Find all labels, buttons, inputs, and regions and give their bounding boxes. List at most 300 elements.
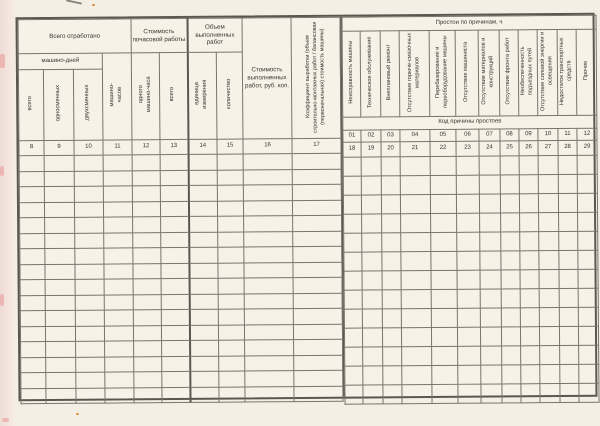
- column-number: 21: [400, 142, 430, 157]
- column-number: 12: [132, 140, 160, 155]
- column-number: 22: [430, 141, 456, 156]
- reason-code: 05: [430, 129, 456, 141]
- body-cell: [219, 371, 245, 387]
- reason-label: Перебазирование и переоборудование машины: [434, 35, 449, 108]
- body-cell: [105, 372, 134, 388]
- body-cell: [294, 339, 343, 355]
- body-cell: [431, 327, 457, 346]
- column-number: 29: [577, 140, 597, 155]
- body-cell: [479, 156, 500, 175]
- body-cell: [105, 341, 134, 357]
- body-cell: [46, 357, 76, 373]
- body-cell: [540, 346, 560, 365]
- downtime-section: [342, 15, 600, 397]
- reason-code: 09: [519, 129, 538, 141]
- body-row: [345, 364, 599, 385]
- body-cell: [218, 247, 244, 263]
- body-cell: [480, 213, 501, 232]
- body-cell: [217, 185, 243, 201]
- body-cell: [502, 384, 521, 403]
- body-cell: [362, 290, 382, 309]
- reason-no-transport: [557, 29, 577, 115]
- body-cell: [189, 278, 218, 294]
- column-number: 9: [44, 140, 74, 155]
- header-hourly-cost: Стоимость почасовой работы: [131, 18, 187, 52]
- body-cell: [361, 157, 381, 176]
- body-cell: [479, 175, 500, 194]
- code-caption: Код причины простоев: [343, 115, 597, 130]
- body-row: [344, 250, 598, 271]
- body-cell: [432, 346, 458, 365]
- body-cell: [245, 355, 294, 371]
- body-cell: [520, 308, 539, 327]
- body-cell: [20, 280, 45, 296]
- body-cell: [344, 271, 362, 290]
- body-cell: [578, 231, 598, 250]
- body-cell: [243, 185, 292, 201]
- body-cell: [45, 233, 75, 249]
- body-cell: [294, 386, 343, 402]
- body-cell: [559, 231, 578, 250]
- body-cell: [76, 372, 105, 388]
- reason-code: 02: [361, 130, 381, 142]
- body-cell: [75, 248, 104, 264]
- body-cell: [400, 176, 430, 195]
- body-cell: [559, 288, 578, 307]
- body-cell: [560, 364, 579, 383]
- reason-code: 04: [400, 130, 430, 142]
- body-cell: [458, 346, 481, 365]
- body-cell: [382, 328, 401, 347]
- body-cell: [44, 202, 74, 218]
- body-cell: [74, 186, 103, 202]
- body-cell: [458, 384, 481, 403]
- body-cell: [45, 264, 75, 280]
- output-coefficient-label: Коэффициент выработки (объем строительно-монтажных работ / балансовая (первоначальная) стоимость машины): [304, 20, 327, 133]
- body-cell: [402, 385, 432, 404]
- header-two-shift: [73, 69, 103, 140]
- body-cell: [133, 310, 161, 326]
- body-cell: [161, 325, 189, 341]
- body-cell: [20, 264, 45, 280]
- body-cell: [75, 217, 104, 233]
- body-cell: [502, 365, 521, 384]
- body-cell: [20, 233, 45, 249]
- body-cell: [578, 288, 598, 307]
- body-cell: [217, 200, 243, 216]
- reason-no-operator: [455, 30, 479, 116]
- reason-code: 01: [343, 130, 361, 142]
- paper-speckle: [92, 4, 95, 6]
- body-cell: [519, 156, 538, 175]
- body-cell: [538, 194, 558, 213]
- body-cell: [293, 324, 342, 340]
- body-cell: [293, 231, 342, 247]
- body-cell: [75, 310, 104, 326]
- body-row: [345, 383, 599, 404]
- header-works-cost: Стоимость выполненных работ, руб. коп.: [242, 18, 292, 139]
- paper-pink-mark: [0, 166, 4, 176]
- body-cell: [74, 202, 103, 218]
- reason-unscheduled-repair: [380, 31, 400, 117]
- body-cell: [19, 156, 44, 172]
- body-row: [344, 212, 598, 233]
- reason-machine-malfunction: [342, 31, 361, 117]
- body-cell: [162, 371, 190, 387]
- downtime-table: [342, 15, 600, 405]
- body-cell: [133, 294, 161, 310]
- body-cell: [218, 324, 244, 340]
- body-cell: [381, 176, 400, 195]
- header-total-worked: Всего отработано: [18, 19, 131, 54]
- body-cell: [431, 213, 457, 232]
- body-cell: [104, 232, 133, 248]
- body-cell: [520, 213, 539, 232]
- body-cell: [456, 194, 479, 213]
- body-cell: [457, 270, 480, 289]
- column-number: 23: [456, 141, 479, 156]
- body-cell: [521, 365, 540, 384]
- body-cell: [104, 279, 133, 295]
- column-number: 16: [243, 139, 292, 154]
- body-cell: [382, 233, 401, 252]
- one-machine-hour-label: одного машино-часа: [137, 76, 152, 113]
- body-cell: [74, 155, 103, 171]
- body-cell: [133, 232, 161, 248]
- body-cell: [558, 155, 577, 174]
- body-cell: [362, 252, 382, 271]
- body-cell: [104, 248, 133, 264]
- body-cell: [383, 385, 402, 404]
- paper-pink-mark: [2, 418, 9, 422]
- body-cell: [162, 387, 190, 403]
- body-cell: [520, 289, 539, 308]
- body-cell: [219, 355, 245, 371]
- body-cell: [162, 340, 190, 356]
- body-cell: [244, 247, 293, 263]
- body-cell: [539, 270, 559, 289]
- column-number: 15: [217, 139, 243, 154]
- body-cell: [579, 364, 599, 383]
- body-cell: [520, 232, 539, 251]
- body-cell: [190, 371, 219, 387]
- body-cell: [44, 186, 74, 202]
- body-cell: [190, 387, 219, 403]
- body-cell: [45, 248, 75, 264]
- column-number: 27: [538, 141, 558, 156]
- body-cell: [189, 309, 218, 325]
- body-cell: [431, 270, 457, 289]
- body-cell: [343, 157, 361, 176]
- body-cell: [344, 290, 362, 309]
- column-number: 25: [500, 141, 519, 156]
- body-cell: [293, 293, 342, 309]
- body-cell: [559, 250, 578, 269]
- column-number: 17: [292, 138, 341, 153]
- body-cell: [219, 340, 245, 356]
- body-cell: [244, 293, 293, 309]
- body-cell: [190, 340, 219, 356]
- header-work-volume: Объем выполненных работ: [187, 18, 242, 52]
- body-cell: [501, 251, 520, 270]
- body-cell: [362, 271, 382, 290]
- machine-hours-label: машино-часов: [109, 83, 124, 107]
- body-row: [344, 307, 598, 328]
- body-cell: [189, 247, 218, 263]
- downtime-body: [343, 155, 599, 404]
- body-cell: [104, 310, 133, 326]
- body-cell: [161, 216, 189, 232]
- body-cell: [161, 294, 189, 310]
- body-cell: [480, 327, 501, 346]
- reason-label: Отсутствие фронта работ: [504, 37, 512, 105]
- body-cell: [481, 346, 502, 365]
- body-cell: [45, 295, 75, 311]
- body-cell: [218, 231, 244, 247]
- body-row: [21, 386, 343, 404]
- body-cell: [103, 201, 132, 217]
- body-cell: [363, 366, 383, 385]
- reason-code: 07: [479, 129, 500, 141]
- body-cell: [160, 170, 188, 186]
- quantity-label: количество: [225, 78, 232, 110]
- machine-report-table: [16, 13, 598, 402]
- body-cell: [133, 325, 161, 341]
- body-cell: [292, 200, 341, 216]
- body-cell: [457, 251, 480, 270]
- body-cell: [75, 233, 104, 249]
- body-cell: [133, 248, 161, 264]
- body-cell: [430, 175, 456, 194]
- body-cell: [481, 365, 502, 384]
- body-cell: [189, 294, 218, 310]
- body-cell: [132, 170, 160, 186]
- body-cell: [161, 263, 189, 279]
- body-cell: [75, 295, 104, 311]
- two-shift-label: двухсменных: [84, 85, 91, 121]
- body-cell: [104, 325, 133, 341]
- header-quantity: [216, 52, 243, 139]
- body-cell: [500, 175, 519, 194]
- reason-code: 06: [456, 129, 479, 141]
- body-cell: [578, 307, 598, 326]
- body-cell: [361, 176, 381, 195]
- header-unit: [187, 52, 217, 139]
- body-cell: [189, 232, 218, 248]
- body-cell: [160, 201, 188, 217]
- header-machine-days: машино-дней: [18, 53, 102, 70]
- body-cell: [105, 387, 134, 403]
- column-number: 24: [479, 141, 500, 156]
- body-row: [344, 231, 598, 252]
- reason-code: 10: [538, 129, 558, 141]
- body-cell: [188, 154, 217, 170]
- body-cell: [431, 308, 457, 327]
- column-number: 28: [558, 140, 577, 155]
- body-cell: [401, 328, 431, 347]
- body-row: [345, 345, 599, 366]
- body-cell: [539, 327, 559, 346]
- body-cell: [20, 311, 45, 327]
- body-cell: [500, 194, 519, 213]
- paper-scratch: [66, 0, 82, 5]
- body-cell: [402, 366, 432, 385]
- body-cell: [362, 233, 382, 252]
- body-cell: [458, 365, 481, 384]
- body-cell: [243, 154, 292, 170]
- body-cell: [362, 309, 382, 328]
- body-cell: [103, 186, 132, 202]
- body-cell: [75, 264, 104, 280]
- body-cell: [382, 271, 401, 290]
- body-cell: [161, 247, 189, 263]
- body-cell: [344, 214, 362, 233]
- body-cell: [480, 308, 501, 327]
- body-cell: [21, 357, 46, 373]
- reason-no-materials: [478, 30, 500, 116]
- body-cell: [162, 356, 190, 372]
- body-cell: [538, 175, 558, 194]
- body-cell: [219, 386, 245, 402]
- reason-code: 08: [500, 129, 519, 141]
- body-cell: [21, 342, 46, 358]
- body-cell: [502, 346, 521, 365]
- body-cell: [382, 290, 401, 309]
- body-cell: [578, 269, 598, 288]
- body-cell: [134, 387, 162, 403]
- body-cell: [401, 214, 431, 233]
- body-cell: [500, 156, 519, 175]
- worked-table: [18, 17, 344, 405]
- header-one-machine-hour: [131, 53, 160, 140]
- body-cell: [132, 155, 160, 171]
- body-cell: [480, 232, 501, 251]
- body-cell: [578, 326, 598, 345]
- reason-no-power-lighting: [537, 30, 558, 116]
- body-row: [343, 193, 597, 214]
- reason-no-work-front: [499, 30, 519, 116]
- body-cell: [344, 233, 362, 252]
- body-cell: [345, 385, 363, 404]
- body-cell: [401, 233, 431, 252]
- downtime-title: Простои по причинам, ч: [342, 15, 596, 31]
- body-row: [343, 155, 597, 176]
- worked-section: [18, 17, 345, 400]
- body-cell: [401, 290, 431, 309]
- reason-other: [576, 29, 597, 115]
- body-cell: [520, 327, 539, 346]
- body-cell: [104, 217, 133, 233]
- body-cell: [132, 201, 160, 217]
- body-cell: [160, 154, 188, 170]
- body-cell: [401, 252, 431, 271]
- body-cell: [245, 371, 294, 387]
- body-cell: [559, 269, 578, 288]
- reason-label: Недостаток транспортных средств: [559, 36, 574, 105]
- body-cell: [189, 216, 218, 232]
- body-cell: [134, 372, 162, 388]
- body-cell: [344, 252, 362, 271]
- body-cell: [519, 175, 538, 194]
- body-cell: [540, 365, 560, 384]
- column-number: 13: [160, 139, 188, 154]
- one-shift-label: односменных: [54, 84, 61, 122]
- header-hourly-total: [159, 52, 188, 139]
- reason-label: Неисправность машины: [347, 40, 354, 104]
- body-cell: [218, 262, 244, 278]
- body-cell: [382, 214, 401, 233]
- body-cell: [294, 355, 343, 371]
- body-cell: [456, 175, 479, 194]
- body-cell: [218, 216, 244, 232]
- body-cell: [363, 385, 383, 404]
- body-cell: [133, 263, 161, 279]
- body-row: [344, 288, 598, 309]
- body-cell: [361, 195, 381, 214]
- body-cell: [188, 185, 217, 201]
- header-days-total: [18, 70, 44, 141]
- body-cell: [481, 384, 502, 403]
- body-cell: [103, 170, 132, 186]
- body-row: [343, 174, 597, 195]
- body-cell: [457, 213, 480, 232]
- body-cell: [362, 214, 382, 233]
- body-cell: [430, 194, 456, 213]
- reason-label: Отсутствие силовой энергии и освещения: [539, 31, 554, 111]
- body-cell: [501, 232, 520, 251]
- body-cell: [579, 345, 599, 364]
- body-cell: [577, 174, 597, 193]
- body-cell: [383, 347, 402, 366]
- body-cell: [539, 289, 559, 308]
- body-cell: [457, 232, 480, 251]
- column-number: 11: [103, 140, 132, 155]
- body-cell: [244, 231, 293, 247]
- body-cell: [45, 326, 75, 342]
- body-cell: [292, 184, 341, 200]
- body-cell: [578, 212, 598, 231]
- reason-label: Отсутствие материалов и конструкций: [481, 37, 496, 105]
- body-cell: [559, 212, 578, 231]
- body-cell: [21, 373, 46, 389]
- body-cell: [44, 155, 74, 171]
- downtime-reasons-row: [342, 29, 597, 117]
- body-cell: [540, 384, 560, 403]
- body-cell: [75, 279, 104, 295]
- body-cell: [501, 213, 520, 232]
- body-cell: [133, 279, 161, 295]
- column-number: 19: [361, 142, 381, 157]
- body-cell: [45, 279, 75, 295]
- body-cell: [480, 251, 501, 270]
- reason-relocation-reequipment: [429, 30, 456, 116]
- reason-no-access-roads: [518, 30, 538, 116]
- reason-label: Внеплановый ремонт: [385, 44, 393, 101]
- body-cell: [46, 388, 76, 404]
- body-cell: [343, 176, 361, 195]
- body-cell: [519, 194, 538, 213]
- body-cell: [244, 216, 293, 232]
- body-cell: [431, 232, 457, 251]
- body-cell: [559, 307, 578, 326]
- body-cell: [217, 154, 243, 170]
- body-cell: [457, 289, 480, 308]
- body-cell: [45, 310, 75, 326]
- body-cell: [245, 340, 294, 356]
- body-cell: [74, 171, 103, 187]
- body-cell: [103, 155, 132, 171]
- body-cell: [432, 384, 458, 403]
